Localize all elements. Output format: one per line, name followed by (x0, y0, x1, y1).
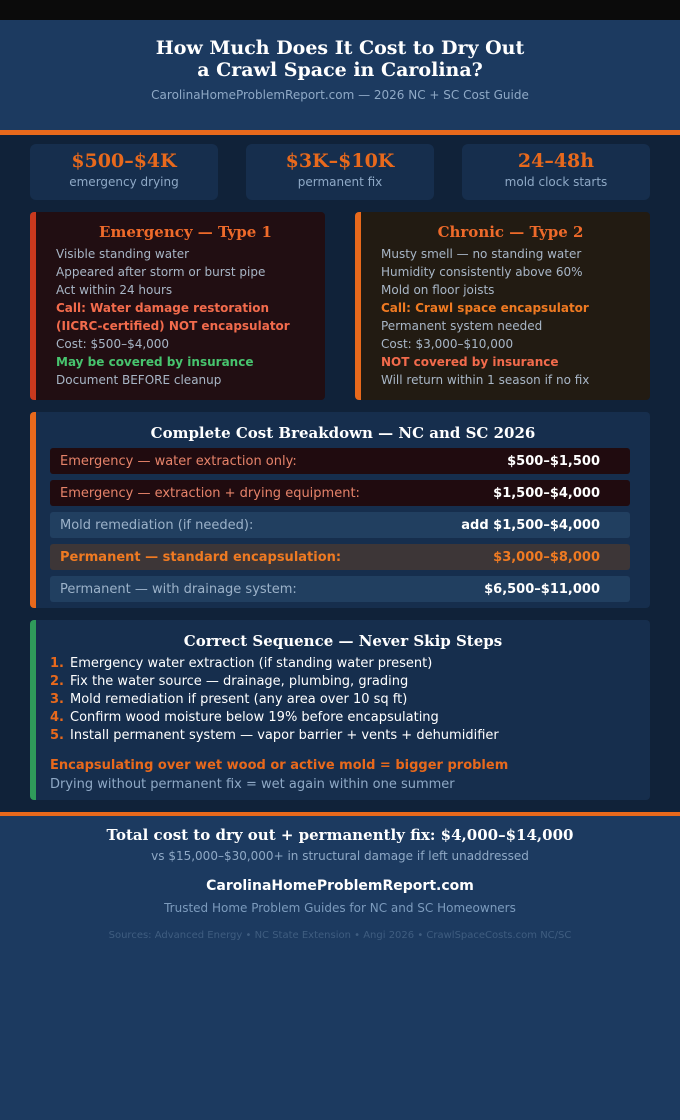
stat-permanent-fix (246, 144, 434, 200)
stat-label: emergency drying (69, 175, 179, 189)
step-number: 5. (50, 728, 64, 743)
sequence-note: Drying without permanent fix = wet again within one summer (50, 777, 455, 792)
sequence-title: Correct Sequence — Never Skip Steps (183, 632, 503, 650)
page-subtitle: CarolinaHomeProblemReport.com — 2026 NC + SC Cost Guide (151, 88, 529, 102)
emergency-line: Visible standing water (56, 247, 190, 261)
stat-value: $500–$4K (71, 150, 177, 172)
step-text: Fix the water source — drainage, plumbing, grading (70, 674, 409, 689)
step-text: Emergency water extraction (if standing water present) (70, 656, 433, 671)
chronic-line: Mold on floor joists (381, 283, 495, 297)
sequence-step (50, 727, 499, 745)
cost-row-value: $6,500–$11,000 (484, 581, 600, 597)
brand-tagline: Trusted Home Problem Guides for NC and SC Homeowners (164, 901, 516, 915)
emergency-insurance: May be covered by insurance (56, 355, 254, 369)
step-number: 4. (50, 710, 64, 725)
page-title (0, 20, 680, 81)
stat-label: mold clock starts (504, 175, 608, 189)
emergency-line: Appeared after storm or burst pipe (56, 265, 266, 279)
emergency-line: Document BEFORE cleanup (56, 373, 222, 387)
cost-row-value: $1,500–$4,000 (493, 485, 600, 501)
stat-mold-clock (462, 144, 650, 200)
cost-row-label: Permanent — with drainage system: (60, 581, 297, 597)
cost-row-value: add $1,500–$4,000 (461, 517, 600, 533)
stat-emergency-drying (30, 144, 218, 200)
stat-label: permanent fix (297, 175, 383, 189)
cost-row-label: Emergency — extraction + drying equipment: (60, 485, 360, 501)
sources: Sources: Advanced Energy • NC State Extension • Angi 2026 • CrawlSpaceCosts.com NC/SC (108, 930, 572, 941)
cost-row-value: $3,000–$8,000 (493, 549, 600, 565)
page-footer (0, 816, 680, 1120)
cost-breakdown-section (30, 412, 650, 608)
chronic-insurance: NOT covered by insurance (381, 355, 559, 369)
cost-rows (50, 448, 630, 608)
chronic-title: Chronic — Type 2 (437, 223, 584, 241)
stat-value: $3K–$10K (285, 150, 395, 172)
main-content (0, 135, 680, 812)
title-line-2: a Crawl Space in Carolina? (197, 59, 483, 81)
stat-value: 24–48h (517, 150, 595, 172)
emergency-line: Act within 24 hours (56, 283, 173, 297)
cost-row-label: Mold remediation (if needed): (60, 517, 254, 533)
cost-row (50, 480, 630, 506)
title-line-1: How Much Does It Cost to Dry Out (155, 37, 525, 59)
cost-row-label: Emergency — water extraction only: (60, 453, 297, 469)
cost-row-label: Permanent — standard encapsulation: (60, 549, 342, 565)
page-header (0, 20, 680, 130)
chronic-line: Humidity consistently above 60% (381, 265, 583, 279)
cost-row-value: $500–$1,500 (507, 453, 600, 469)
top-bar (0, 0, 680, 20)
emergency-type-card (30, 212, 325, 400)
chronic-cost: Cost: $3,000–$10,000 (381, 337, 514, 351)
cost-breakdown-title: Complete Cost Breakdown — NC and SC 2026 (150, 424, 536, 442)
step-text: Mold remediation if present (any area over 10 sq ft) (70, 692, 408, 707)
chronic-line: Will return within 1 season if no fix (381, 373, 590, 387)
step-text: Confirm wood moisture below 19% before encapsulating (70, 710, 439, 725)
sequence-step (50, 673, 499, 691)
sequence-steps (50, 655, 499, 745)
chronic-line: Musty smell — no standing water (381, 247, 582, 261)
step-number: 1. (50, 656, 64, 671)
brand-name: CarolinaHomeProblemReport.com (206, 878, 474, 894)
emergency-title: Emergency — Type 1 (99, 223, 272, 241)
step-number: 3. (50, 692, 64, 707)
total-cost: Total cost to dry out + permanently fix: $4,000–$14,000 (106, 826, 574, 844)
cost-row (50, 576, 630, 602)
chronic-call: Call: Crawl space encapsulator (381, 301, 589, 315)
emergency-call-detail: (IICRC-certified) NOT encapsulator (56, 319, 290, 333)
sequence-step (50, 655, 499, 673)
chronic-line: Permanent system needed (381, 319, 543, 333)
sequence-step (50, 709, 499, 727)
cost-row (50, 448, 630, 474)
sequence-section (30, 620, 650, 800)
emergency-cost: Cost: $500–$4,000 (56, 337, 170, 351)
sequence-warning: Encapsulating over wet wood or active mold = bigger problem (50, 758, 509, 773)
step-number: 2. (50, 674, 64, 689)
cost-row (50, 544, 630, 570)
chronic-type-card (355, 212, 650, 400)
damage-comparison: vs $15,000–$30,000+ in structural damage if left unaddressed (151, 849, 529, 863)
cost-row (50, 512, 630, 538)
emergency-call: Call: Water damage restoration (56, 301, 270, 315)
step-text: Install permanent system — vapor barrier + vents + dehumidifier (70, 728, 499, 743)
sequence-step (50, 691, 499, 709)
